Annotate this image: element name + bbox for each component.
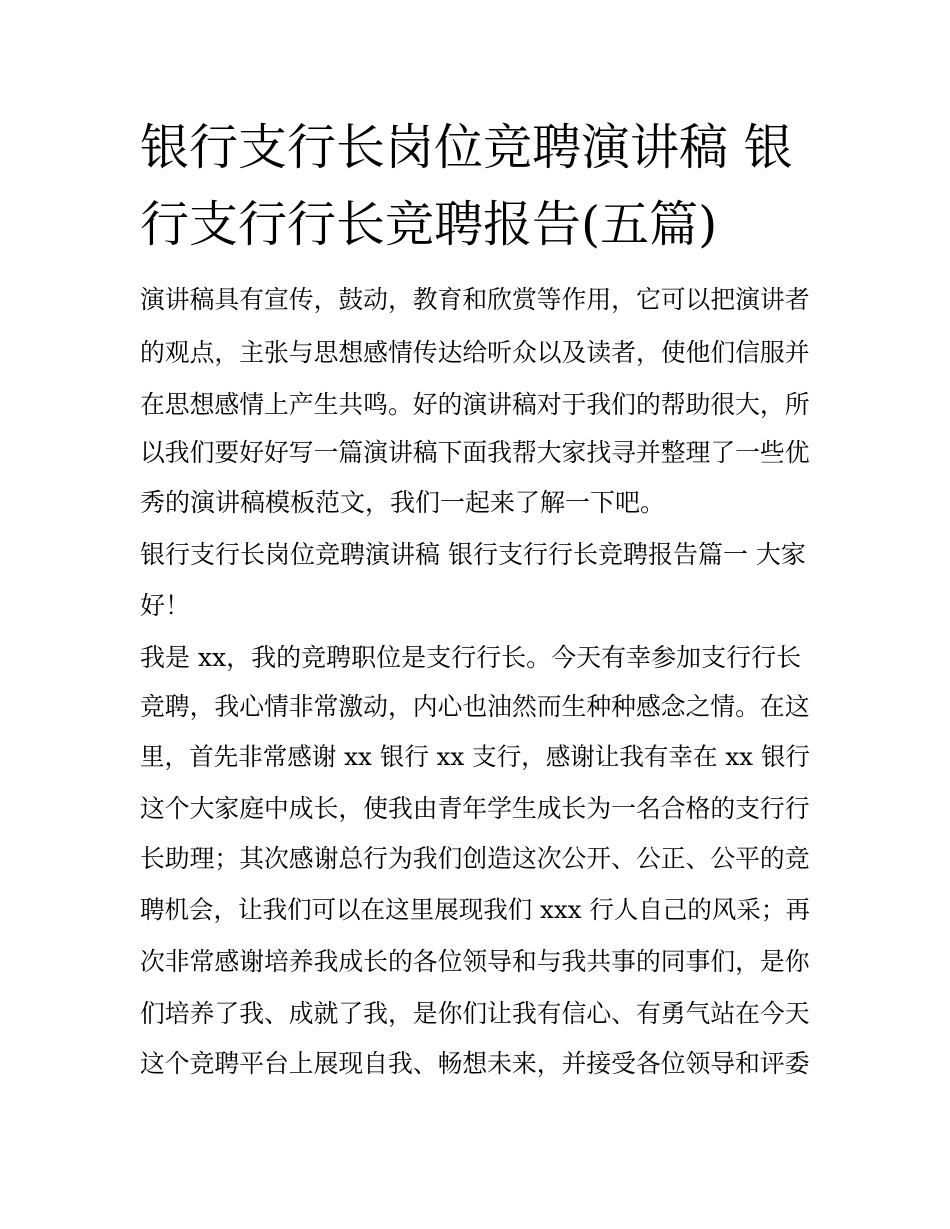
document-title-line-1: 银行支行长岗位竞聘演讲稿 银	[140, 119, 793, 176]
body-line: 长助理；其次感谢总行为我们创造这次公开、公正、公平的竞	[140, 844, 810, 873]
body-line: 竞聘，我心情非常激动，内心也油然而生种种感念之情。在这	[140, 692, 810, 721]
body-line: 我是 xx，我的竞聘职位是支行行长。今天有幸参加支行行长	[140, 643, 802, 672]
body-line: 演讲稿具有宣传，鼓动，教育和欣赏等作用，它可以把演讲者	[140, 285, 810, 314]
body-line: 以我们要好好写一篇演讲稿下面我帮大家找寻并整理了一些优	[140, 438, 810, 467]
body-line: 聘机会，让我们可以在这里展现我们 xxx 行人自己的风采；再	[140, 895, 810, 924]
body-line: 们培养了我、成就了我，是你们让我有信心、有勇气站在今天	[140, 999, 810, 1028]
body-line: 这个竞聘平台上展现自我、畅想未来，并接受各位领导和评委	[140, 1049, 810, 1078]
body-line: 秀的演讲稿模板范文，我们一起来了解一下吧。	[140, 488, 666, 517]
body-line: 里，首先非常感谢 xx 银行 xx 支行，感谢让我有幸在 xx 银行	[140, 742, 810, 771]
body-line: 次非常感谢培养我成长的各位领导和与我共事的同事们，是你	[140, 947, 810, 976]
document-title-line-2: 行支行行长竞聘报告(五篇)	[140, 196, 718, 253]
body-line: 这个大家庭中成长，使我由青年学生成长为一名合格的支行行	[140, 794, 810, 823]
body-line: 在思想感情上产生共鸣。好的演讲稿对于我们的帮助很大，所	[140, 390, 810, 419]
body-line: 银行支行长岗位竞聘演讲稿 银行支行行长竞聘报告篇一 大家	[140, 540, 806, 569]
body-line: 好！	[140, 591, 191, 620]
body-line: 的观点，主张与思想感情传达给听众以及读者，使他们信服并	[140, 338, 810, 367]
